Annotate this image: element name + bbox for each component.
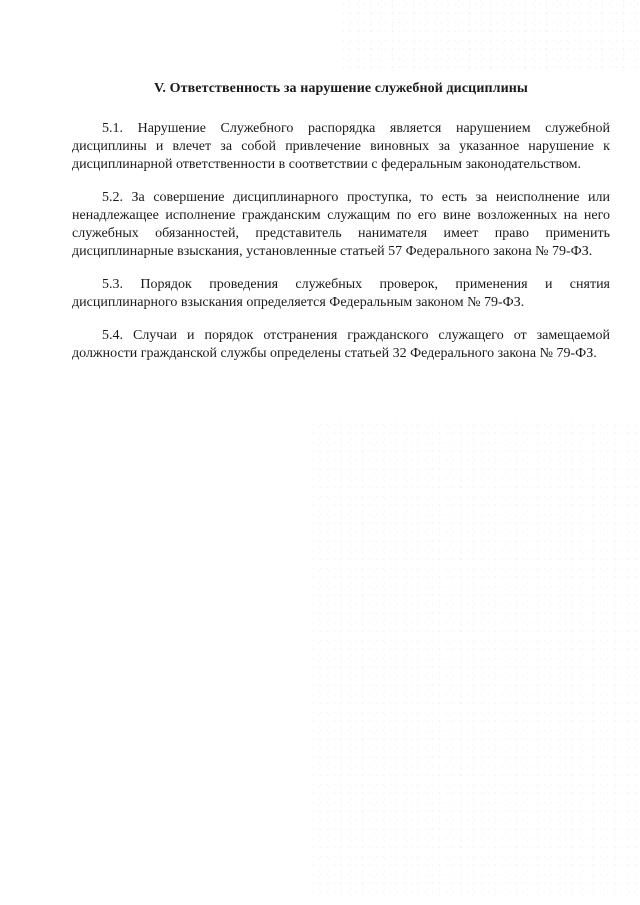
paragraph-5-3: 5.3. Порядок проведения служебных проверок, применения и снятия дисциплинарного взыскания определяется Федеральным законом № 79-ФЗ. <box>72 277 610 310</box>
scan-noise-bottom <box>310 420 640 900</box>
paragraph-5-4: 5.4. Случаи и порядок отстранения гражданского служащего от замещаемой должности гражданской службы определены статьей 32 Федерального закона № 79-ФЗ. <box>72 328 610 361</box>
section-heading: V. Ответственность за нарушение служебной дисциплины <box>154 81 528 96</box>
paragraph-5-2: 5.2. За совершение дисциплинарного проступка, то есть за неисполнение или ненадлежащее исполнение гражданским служащим по его вине возложенных на него служебных обязанностей, представитель нанимателя имеет право применить дисциплинарные взыскания, установленные статьей 57 Федерального закона № 79-ФЗ. <box>72 190 610 259</box>
paragraph-5-1: 5.1. Нарушение Служебного распорядка является нарушением служебной дисциплины и влечет за собой привлечение виновных за указанное нарушение к дисциплинарной ответственности в соответствии с федеральным законодательством. <box>72 121 610 172</box>
document-body <box>72 80 610 378</box>
scan-noise-top <box>340 0 640 70</box>
